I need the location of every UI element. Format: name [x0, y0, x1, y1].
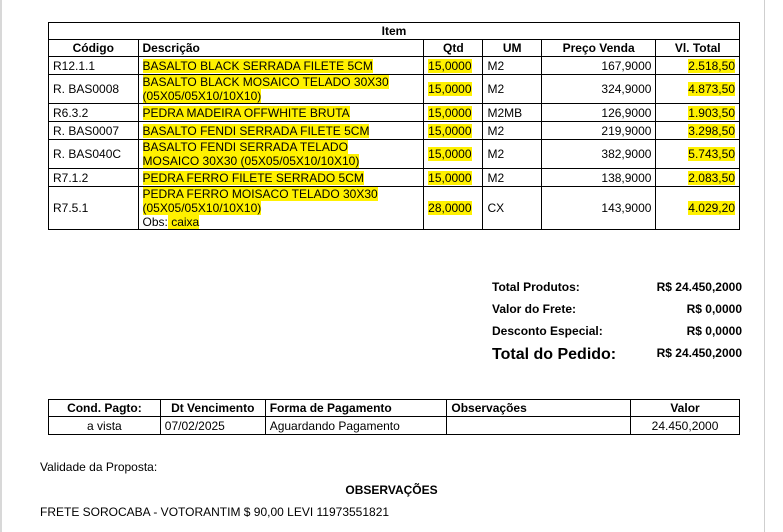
item-price: 167,9000 [541, 57, 656, 75]
validity-label: Validade da Proposta: [40, 460, 158, 474]
item-description [138, 104, 424, 122]
item-unit: M2 [483, 140, 541, 169]
item-description-line: (05X05/05X10/10X10) [142, 89, 262, 103]
payment-row [49, 417, 740, 435]
header-description: Descrição [138, 40, 424, 57]
freight-label: Valor do Frete: [492, 302, 577, 316]
item-code: R7.5.1 [49, 187, 139, 230]
highlight-mark: 2.083,50 [688, 170, 735, 185]
item-code: R7.1.2 [49, 169, 139, 187]
total-products-label: Total Produtos: [492, 280, 580, 294]
item-code: R12.1.1 [49, 57, 139, 75]
items-body [49, 57, 740, 230]
header-value: Valor [631, 400, 740, 417]
header-payment-condition: Cond. Pagto: [49, 400, 161, 417]
payment-method: Aguardando Pagamento [265, 417, 447, 435]
table-row [49, 169, 740, 187]
item-price: 324,9000 [541, 75, 656, 104]
item-code: R. BAS0007 [49, 122, 139, 140]
header-observations: Observações [447, 400, 631, 417]
item-description [138, 169, 424, 187]
highlight-mark: 4.873,50 [688, 82, 735, 96]
observations-text: FRETE SOROCABA - VOTORANTIM $ 90,00 LEVI 11973551821 [40, 505, 390, 519]
item-description-line: MOSAICO 30X30 (05X05/05X10/10X10) [142, 154, 360, 168]
item-qty [424, 75, 483, 104]
total-products-row [492, 280, 742, 302]
items-group-header: Item [49, 23, 740, 40]
item-description-line: BASALTO FENDI SERRADA FILETE 5CM [142, 123, 370, 138]
highlight-mark: 5.743,50 [688, 147, 735, 161]
table-row [49, 140, 740, 169]
header-payment-method: Forma de Pagamento [265, 400, 447, 417]
header-qty: Qtd [424, 40, 483, 57]
payment-value: 24.450,2000 [631, 417, 740, 435]
order-total-row [492, 346, 742, 368]
discount-row [492, 324, 742, 346]
item-code: R. BAS040C [49, 140, 139, 169]
table-row [49, 57, 740, 75]
totals-block [492, 280, 742, 368]
item-unit: M2 [483, 122, 541, 140]
header-due-date: Dt Vencimento [160, 400, 265, 417]
page-right-edge [764, 0, 765, 532]
obs-text-part: Obs: [142, 215, 168, 229]
item-qty [424, 104, 483, 122]
order-total-value: R$ 24.450,2000 [656, 346, 742, 360]
item-description [138, 122, 424, 140]
item-total [656, 57, 740, 75]
item-unit: M2 [483, 57, 541, 75]
item-total [656, 75, 740, 104]
item-description-line: PEDRA MADEIRA OFFWHITE BRUTA [142, 105, 350, 120]
items-table [48, 22, 740, 230]
item-total [656, 187, 740, 230]
item-description [138, 75, 424, 104]
item-price: 126,9000 [541, 104, 656, 122]
discount-label: Desconto Especial: [492, 324, 603, 338]
item-unit: M2 [483, 169, 541, 187]
payment-observations [447, 417, 631, 435]
item-unit: M2MB [483, 104, 541, 122]
item-code: R. BAS0008 [49, 75, 139, 104]
item-qty [424, 187, 483, 230]
payment-condition: a vista [49, 417, 161, 435]
discount-value: R$ 0,0000 [686, 324, 742, 338]
highlight-mark: 2.518,50 [688, 58, 735, 73]
item-description [138, 187, 424, 230]
item-description [138, 140, 424, 169]
table-row [49, 187, 740, 230]
item-qty [424, 57, 483, 75]
freight-row [492, 302, 742, 324]
due-date: 07/02/2025 [160, 417, 265, 435]
highlight-mark: 15,0000 [428, 58, 472, 73]
item-qty [424, 140, 483, 169]
header-code: Código [49, 40, 139, 57]
item-total [656, 169, 740, 187]
item-code: R6.3.2 [49, 104, 139, 122]
highlight-mark: 15,0000 [428, 147, 472, 161]
freight-value: R$ 0,0000 [686, 302, 742, 316]
highlight-mark: 15,0000 [428, 105, 472, 120]
item-total [656, 104, 740, 122]
item-total [656, 140, 740, 169]
item-price: 143,9000 [541, 187, 656, 230]
item-description-line: PEDRA FERRO FILETE SERRADO 5CM [142, 170, 364, 185]
table-row [49, 75, 740, 104]
item-price: 382,9000 [541, 140, 656, 169]
highlight-mark: 4.029,20 [688, 201, 735, 215]
total-products-value: R$ 24.450,2000 [656, 280, 742, 294]
highlight-mark: 15,0000 [428, 170, 472, 185]
table-row [49, 122, 740, 140]
item-qty [424, 122, 483, 140]
item-description-line: BASALTO FENDI SERRADA TELADO [142, 140, 348, 154]
highlight-mark: 15,0000 [428, 123, 472, 138]
highlight-mark: 3.298,50 [688, 123, 735, 138]
item-total [656, 122, 740, 140]
item-unit: CX [483, 187, 541, 230]
observations-title: OBSERVAÇÕES [345, 483, 438, 497]
item-unit: M2 [483, 75, 541, 104]
item-price: 138,9000 [541, 169, 656, 187]
item-description-line: BASALTO BLACK SERRADA FILETE 5CM [142, 58, 373, 73]
item-qty [424, 169, 483, 187]
header-total: Vl. Total [656, 40, 740, 57]
highlight-mark: 15,0000 [428, 82, 472, 96]
obs-text-part: caixa [167, 215, 200, 229]
item-description-line: PEDRA FERRO MOISACO TELADO 30X30 [142, 187, 378, 201]
item-description-line: BASALTO BLACK MOSAICO TELADO 30X30 [142, 75, 389, 89]
table-row [49, 104, 740, 122]
item-price: 219,9000 [541, 122, 656, 140]
order-total-label: Total do Pedido: [492, 346, 617, 363]
page-left-edge [0, 0, 2, 532]
payment-table [48, 399, 740, 435]
highlight-mark: 28,0000 [428, 201, 472, 215]
highlight-mark: 1.903,50 [688, 105, 735, 120]
header-price: Preço Venda [541, 40, 656, 57]
item-description-line: (05X05/05X10/10X10) [142, 201, 262, 215]
item-description [138, 57, 424, 75]
header-unit: UM [483, 40, 541, 57]
item-description-line [143, 215, 420, 229]
